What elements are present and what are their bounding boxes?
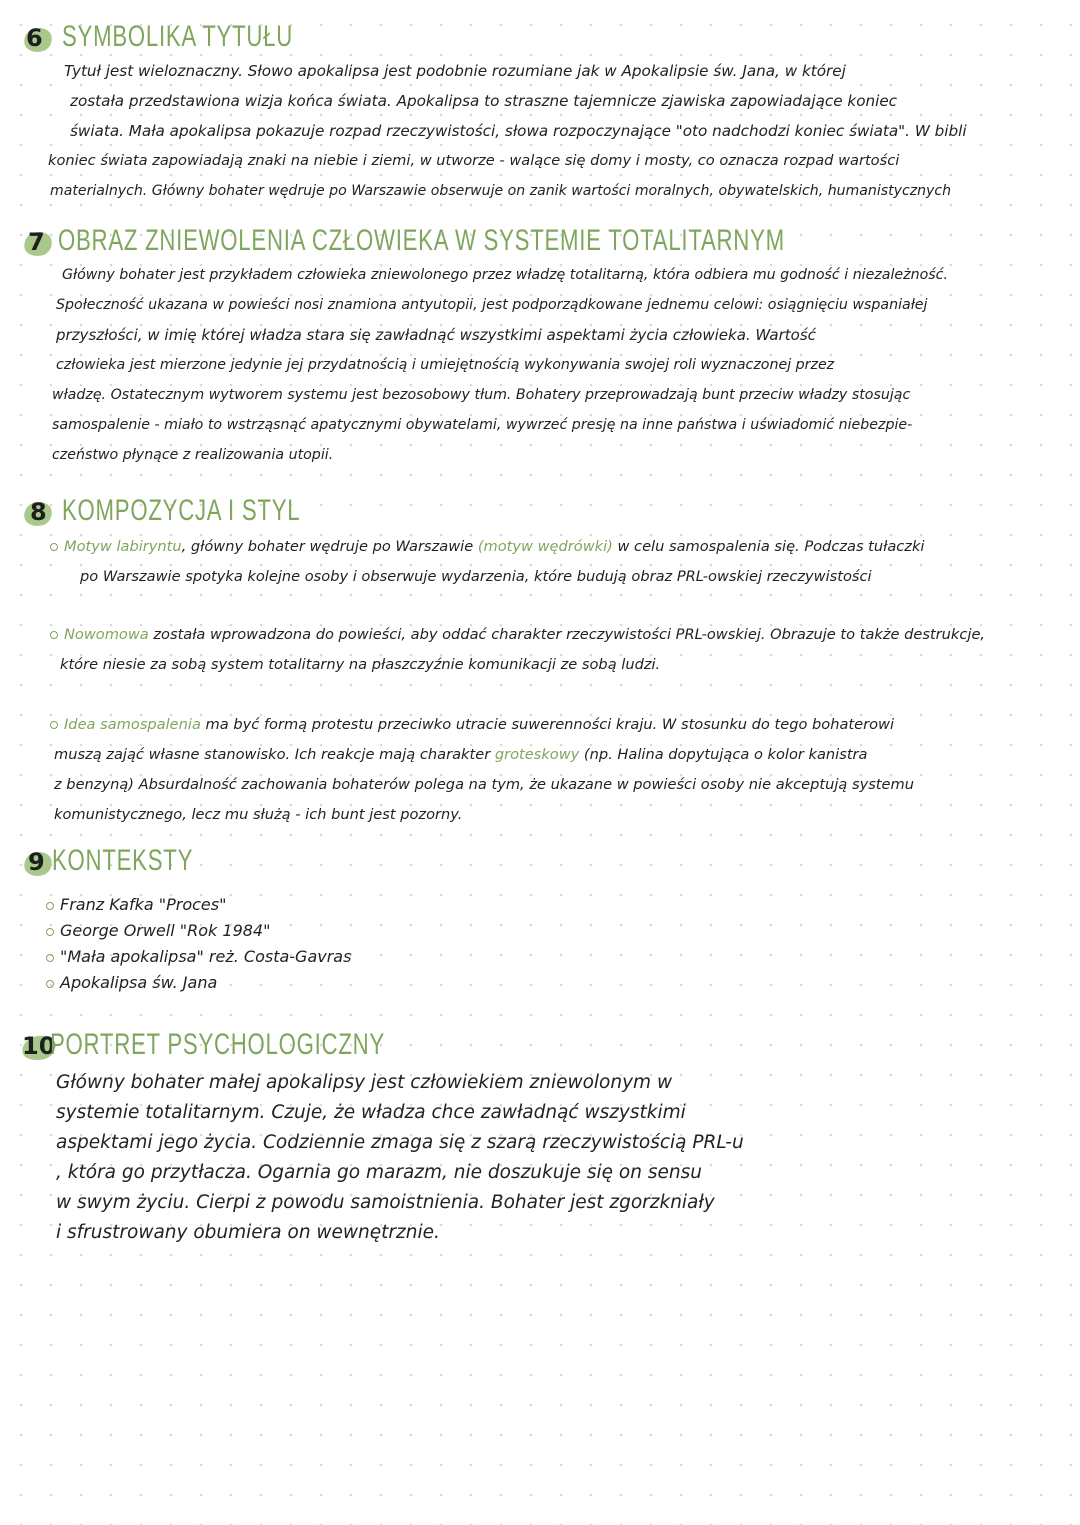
text-line: , która go przytłacza. Ogarnia go marazm, nie doszukuje się on sensu <box>56 1162 702 1183</box>
text-line: koniec świata zapowiadają znaki na niebie i ziemi, w utworze - walące się domy i mosty, co oznacza rozpad wartości <box>48 152 900 169</box>
bullet-term: Nowomowa <box>64 626 149 643</box>
section-title: SYMBOLIKA TYTUŁU <box>62 20 294 53</box>
bullet-dot-icon <box>50 631 58 639</box>
bullet-text: po Warszawie spotyka kolejne osoby i obserwuje wydarzenia, które budują obraz PRL-owskiej rzeczywistości <box>80 568 872 585</box>
list-item: Apokalipsa św. Jana <box>46 970 351 996</box>
bullet-text: które niesie za sobą system totalitarny na płaszczyźnie komunikacji ze sobą ludzi. <box>60 656 661 673</box>
text-line: władzę. Ostatecznym wytworem systemu jest bezosobowy tłum. Bohatery przeprowadzają bunt przeciw władzy stosując <box>52 387 911 403</box>
bullet-term: Motyw labiryntu <box>64 538 182 555</box>
text-line: czeństwo płynące z realizowania utopii. <box>52 447 334 463</box>
text-line: aspektami jego życia. Codziennie zmaga się z szarą rzeczywistością PRL-u <box>56 1132 744 1153</box>
section-konteksty <box>0 844 1080 992</box>
text-line: człowieka jest mierzone jedynie jej przydatnością i umiejętnością wykonywania swojej roli wyznaczonej przez <box>56 357 835 373</box>
bullet-text: została wprowadzona do powieści, aby oddać charakter rzeczywistości PRL-owskiej. Obrazuje to także destrukcje, <box>148 626 986 643</box>
text-line: materialnych. Główny bohater wędruje po Warszawie obserwuje on zanik wartości moralnych, obywatelskich, humanistycznych <box>50 183 952 199</box>
text-line: i sfrustrowany obumiera on wewnętrznie. <box>56 1222 440 1243</box>
section-obraz-zniewolenia <box>0 224 1080 463</box>
section-number: 8 <box>30 498 47 526</box>
section-heading <box>0 494 1080 534</box>
section-number: 9 <box>28 848 45 876</box>
section-number: 10 <box>22 1032 56 1060</box>
bullet-text: , główny bohater wędruje po Warszawie <box>181 538 474 555</box>
section-title: OBRAZ ZNIEWOLENIA CZŁOWIEKA W SYSTEMIE TOTALITARNYM <box>58 224 785 257</box>
text-line: Główny bohater małej apokalipsy jest człowiekiem zniewolonym w <box>56 1072 673 1093</box>
bullet-dot-icon <box>50 721 58 729</box>
list-item: Franz Kafka "Proces" <box>46 892 351 918</box>
section-symbolika-tytulu <box>0 20 1080 199</box>
bullet-idea-samospalenia <box>50 710 914 830</box>
bullet-text: komunistycznego, lecz mu służą - ich bunt jest pozorny. <box>54 806 463 823</box>
text-line: w swym życiu. Cierpi z powodu samoistnienia. Bohater jest zgorzkniały <box>56 1192 715 1213</box>
text-line: systemie totalitarnym. Czuje, że władza chce zawładnąć wszystkimi <box>56 1102 686 1123</box>
section-heading <box>0 1028 1080 1068</box>
section-heading <box>0 224 1080 264</box>
bullet-dot-icon <box>46 980 54 988</box>
bullet-text: z benzyną) Absurdalność zachowania bohaterów polega na tym, że ukazane w powieści osoby nie akceptują systemu <box>54 776 914 793</box>
section-body <box>52 260 948 470</box>
bullet-nowomowa <box>50 620 985 680</box>
bullet-dot-icon <box>46 928 54 936</box>
list-item: George Orwell "Rok 1984" <box>46 918 351 944</box>
section-heading <box>0 844 1080 884</box>
bullet-dot-icon <box>50 543 58 551</box>
section-heading <box>0 20 1080 60</box>
section-body <box>56 1068 744 1248</box>
section-title: KONTEKSTY <box>52 844 194 877</box>
text-line: została przedstawiona wizja końca świata. Apokalipsa to straszne tajemnicze zjawiska zapowiadające koniec <box>70 92 898 110</box>
bullet-text: muszą zająć własne stanowisko. Ich reakcje mają charakter <box>54 746 495 763</box>
section-number: 6 <box>26 24 43 52</box>
contexts-list <box>46 892 351 996</box>
text-line: Główny bohater jest przykładem człowieka zniewolonego przez władzę totalitarną, która odbiera mu godność i niezależność. <box>62 267 948 283</box>
text-line: świata. Mała apokalipsa pokazuje rozpad rzeczywistości, słowa rozpoczynające "oto nadchodzi koniec świata". W bibli <box>70 122 967 140</box>
text-line: Społeczność ukazana w powieści nosi znamiona antyutopii, jest podporządkowane jednemu celowi: osiągnięciu wspaniałej <box>56 297 928 313</box>
section-number: 7 <box>28 228 45 256</box>
bullet-highlight: groteskowy <box>494 746 580 763</box>
bullet-motyw-labiryntu <box>50 532 924 592</box>
bullet-text: w celu samospalenia się. Podczas tułaczki <box>612 538 925 555</box>
section-portret-psychologiczny <box>0 1028 1080 1243</box>
bullet-text: ma być formą protestu przeciwko utracie suwerenności kraju. W stosunku do tego bohaterowi <box>200 716 895 733</box>
text-line: przyszłości, w imię której władza stara się zawładnąć wszystkimi aspektami życia człowieka. Wartość <box>56 326 816 344</box>
bullet-text: (np. Halina dopytująca o kolor kanistra <box>579 746 868 763</box>
section-title: PORTRET PSYCHOLOGICZNY <box>50 1028 385 1061</box>
list-item: "Mała apokalipsa" reż. Costa-Gavras <box>46 944 351 970</box>
bullet-dot-icon <box>46 902 54 910</box>
bullet-term: Idea samospalenia <box>64 716 201 733</box>
section-body <box>50 56 967 206</box>
section-kompozycja-i-styl <box>0 494 1080 823</box>
text-line: samospalenie - miało to wstrząsnąć apatycznymi obywatelami, wywrzeć presję na inne państwa i uświadomić niebezpie- <box>52 417 913 433</box>
section-title: KOMPOZYCJA I STYL <box>62 494 301 527</box>
bullet-aside: (motyw wędrówki) <box>477 538 613 555</box>
text-line: Tytuł jest wieloznaczny. Słowo apokalipsa jest podobnie rozumiane jak w Apokalipsie św. Jana, w której <box>64 62 846 80</box>
bullet-dot-icon <box>46 954 54 962</box>
